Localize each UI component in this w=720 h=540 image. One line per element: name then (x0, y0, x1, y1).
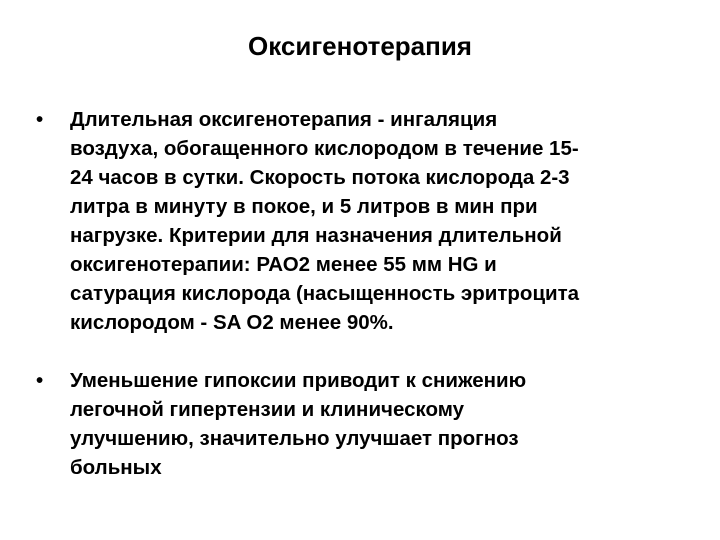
bullet-list (36, 105, 686, 482)
bullet-item (36, 105, 686, 337)
bullet-text-line: воздуха, обогащенного кислородом в течение 15- (70, 137, 579, 160)
bullet-marker: • (36, 108, 44, 131)
bullet-text-line: нагрузке. Критерии для назначения длительной (70, 224, 562, 247)
slide-title: Оксигенотерапия (248, 31, 472, 61)
bullet-text-line: улучшению, значительно улучшает прогноз (70, 427, 519, 450)
bullet-text-line: Длительная оксигенотерапия - ингаляция (70, 108, 498, 131)
bullet-text-line: литра в минуту в покое, и 5 литров в мин при (70, 195, 538, 218)
bullet-marker: • (36, 369, 44, 392)
bullet-text-line: легочной гипертензии и клиническому (70, 398, 465, 421)
bullet-text-line: сатурация кислорода (насыщенность эритроцита (70, 282, 580, 305)
bullet-text-line: больных (70, 456, 162, 479)
bullet-text-line: кислородом - SA O2 менее 90%. (70, 311, 394, 334)
bullet-text-line: оксигенотерапии: РАО2 менее 55 мм HG и (70, 253, 497, 276)
bullet-item (36, 366, 686, 482)
bullet-text-line: Уменьшение гипоксии приводит к снижению (70, 369, 527, 392)
bullet-text-line: 24 часов в сутки. Скорость потока кислорода 2-3 (70, 166, 570, 189)
